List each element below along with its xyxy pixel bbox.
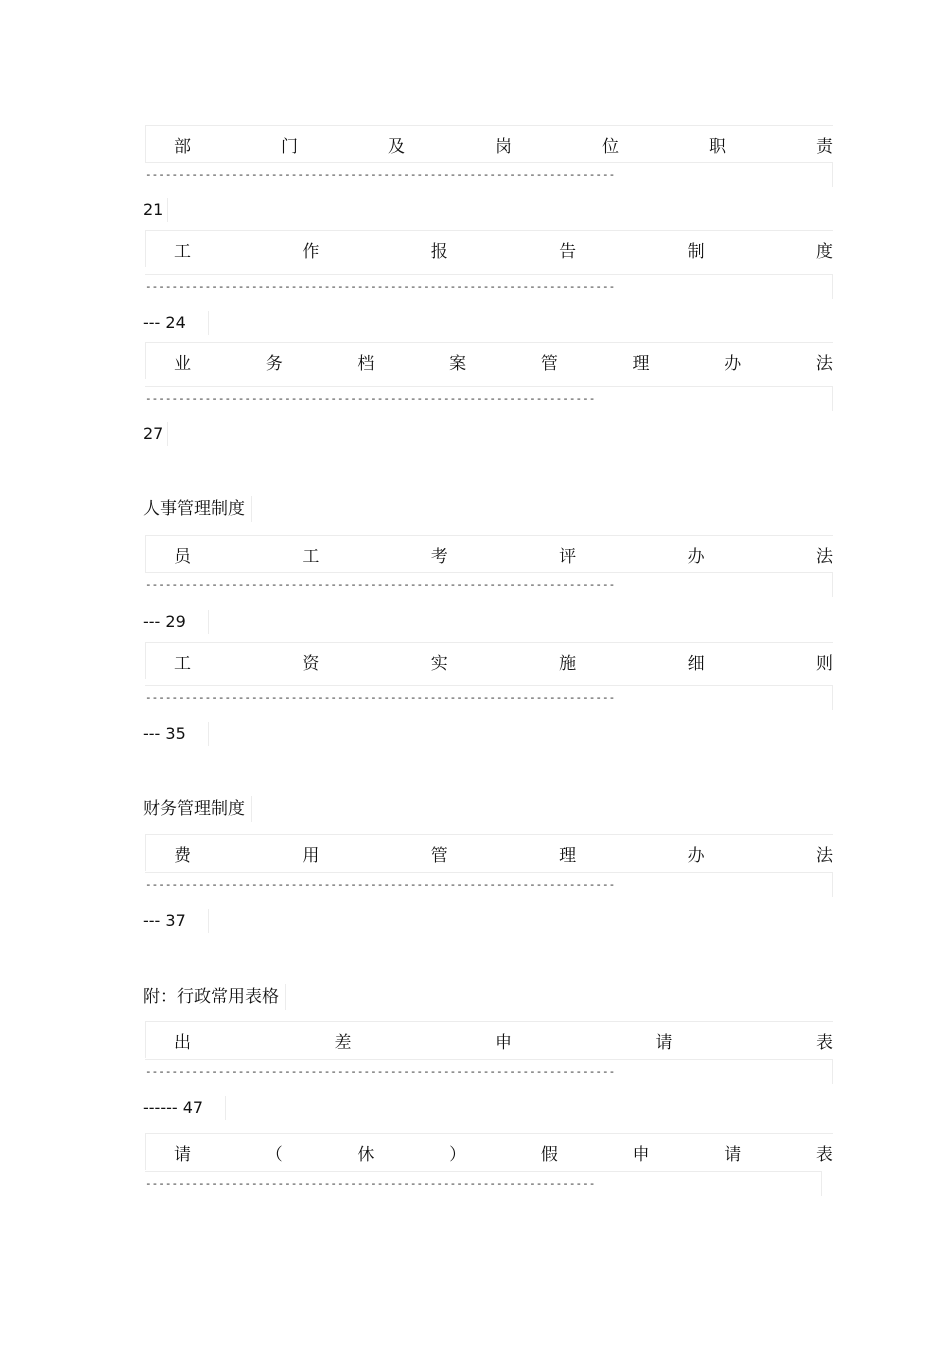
char: 请 — [655, 1032, 673, 1053]
toc-entry-title — [145, 230, 833, 267]
char: 申 — [495, 1032, 512, 1053]
char: 假 — [540, 1144, 558, 1165]
char: 申 — [632, 1144, 650, 1165]
toc-page-number: --- 29 — [143, 610, 209, 634]
char: 位 — [602, 136, 619, 157]
toc-entry-chars — [174, 536, 833, 572]
char: 报 — [430, 241, 448, 262]
char: 度 — [815, 241, 833, 262]
toc-leader-row — [145, 1171, 822, 1196]
toc-leader-row — [145, 162, 833, 187]
char: 管 — [540, 353, 558, 374]
char: 工 — [302, 546, 320, 567]
char: 则 — [815, 653, 833, 674]
toc-leader: ----------------------------------------------------------------------- — [145, 168, 616, 181]
char: 档 — [357, 353, 375, 374]
toc-leader-row — [145, 572, 833, 597]
toc-entry-title — [145, 1021, 833, 1058]
char: 费 — [174, 845, 191, 866]
toc-page-number: --- 35 — [143, 722, 209, 746]
char: 工 — [174, 653, 191, 674]
toc-section-heading: 财务管理制度 — [143, 796, 252, 822]
toc-leader-row — [145, 685, 833, 710]
char: 理 — [559, 845, 577, 866]
char: 管 — [430, 845, 448, 866]
toc-page-number: 27 — [143, 422, 168, 446]
char: 表 — [816, 1032, 833, 1053]
char: 法 — [815, 353, 833, 374]
char: 办 — [724, 353, 742, 374]
toc-leader-row — [145, 872, 833, 897]
char: 部 — [174, 136, 191, 157]
char: 评 — [559, 546, 577, 567]
char: 法 — [815, 845, 833, 866]
toc-page-number: ------ 47 — [143, 1096, 226, 1120]
toc-entry-title — [145, 342, 833, 379]
toc-leader: -------------------------------------------------------------------- — [145, 1177, 596, 1190]
char: 告 — [559, 241, 577, 262]
char: 施 — [559, 653, 577, 674]
toc-leader-row — [145, 274, 833, 299]
toc-page-number: --- 37 — [143, 909, 209, 933]
char: 岗 — [495, 136, 512, 157]
char: ） — [449, 1144, 467, 1165]
char: 及 — [388, 136, 405, 157]
char: 制 — [687, 241, 705, 262]
char: 业 — [174, 353, 191, 374]
toc-leader-row — [145, 386, 833, 411]
toc-section-heading: 附：行政常用表格 — [143, 984, 286, 1010]
toc-entry-title — [145, 642, 833, 679]
toc-section-heading: 人事管理制度 — [143, 496, 252, 522]
toc-leader: ----------------------------------------------------------------------- — [145, 280, 616, 293]
char: 考 — [430, 546, 448, 567]
char: 办 — [687, 546, 705, 567]
toc-entry-title — [145, 535, 833, 572]
char: 法 — [815, 546, 833, 567]
toc-entry-chars — [174, 231, 833, 267]
char: 工 — [174, 241, 191, 262]
toc-entry-chars — [174, 343, 833, 379]
toc-page-number: --- 24 — [143, 311, 209, 335]
toc-entry-chars — [174, 1022, 833, 1058]
toc-leader: ----------------------------------------------------------------------- — [145, 578, 616, 591]
char: 案 — [449, 353, 467, 374]
char: 员 — [174, 546, 191, 567]
toc-page-number: 21 — [143, 198, 168, 222]
char: 请 — [724, 1144, 742, 1165]
char: 实 — [430, 653, 448, 674]
toc-leader: -------------------------------------------------------------------- — [145, 392, 596, 405]
toc-leader: ----------------------------------------------------------------------- — [145, 691, 616, 704]
char: 表 — [815, 1144, 833, 1165]
char: 办 — [687, 845, 705, 866]
char: 理 — [632, 353, 650, 374]
toc-entry-chars — [174, 835, 833, 871]
toc-entry-title — [145, 834, 833, 871]
toc-entry-title — [145, 1133, 833, 1170]
toc-leader: ----------------------------------------------------------------------- — [145, 878, 616, 891]
char: 休 — [357, 1144, 375, 1165]
toc-entry-chars — [174, 1134, 833, 1170]
char: 门 — [281, 136, 298, 157]
char: （ — [265, 1144, 283, 1165]
char: 请 — [174, 1144, 191, 1165]
char: 职 — [709, 136, 726, 157]
toc-leader: ----------------------------------------------------------------------- — [145, 1065, 616, 1078]
toc-entry-chars — [174, 643, 833, 679]
char: 责 — [816, 136, 833, 157]
char: 务 — [265, 353, 283, 374]
toc-entry-chars — [174, 126, 833, 162]
char: 出 — [174, 1032, 191, 1053]
char: 资 — [302, 653, 320, 674]
toc-leader-row — [145, 1059, 833, 1084]
char: 细 — [687, 653, 705, 674]
char: 作 — [302, 241, 320, 262]
char: 用 — [302, 845, 320, 866]
toc-entry-title — [145, 125, 833, 162]
char: 差 — [334, 1032, 352, 1053]
